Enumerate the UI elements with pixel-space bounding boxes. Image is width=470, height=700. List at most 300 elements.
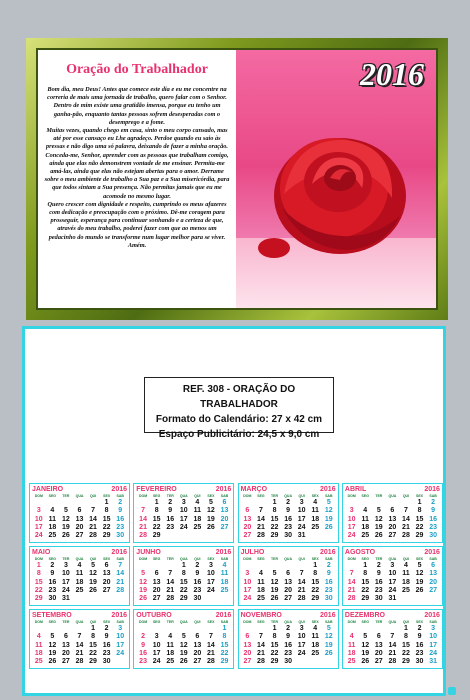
- day-cell: 3: [245, 570, 250, 578]
- day-cell: 7: [258, 507, 263, 515]
- day-cell: 1: [154, 499, 159, 506]
- day-cell: 7: [258, 633, 263, 641]
- day-grid: [136, 499, 231, 540]
- day-cell: 9: [50, 570, 55, 578]
- day-cell: 20: [220, 515, 229, 523]
- day-grid: [241, 499, 336, 540]
- day-cell: 1: [272, 499, 277, 506]
- weekday-label: SAB: [429, 557, 437, 561]
- month-name: JULHO: [240, 549, 265, 556]
- day-cell: 4: [349, 633, 354, 641]
- day-cell: 26: [415, 586, 424, 594]
- day-cell: 16: [139, 649, 147, 657]
- weekday-label: QUA: [179, 557, 188, 561]
- day-cell: 11: [361, 515, 369, 523]
- day-cell: 2: [141, 633, 146, 641]
- day-cell: [254, 499, 268, 507]
- day-cell: 12: [270, 578, 279, 586]
- day-cell: [136, 499, 150, 507]
- day-cell: 8: [272, 507, 277, 515]
- day-cell: 16: [324, 578, 333, 586]
- day-cell: 24: [297, 523, 306, 531]
- day-cell: 9: [417, 633, 422, 641]
- day-cell: 8: [91, 633, 96, 641]
- day-cell: 19: [89, 578, 97, 586]
- day-cell: 11: [220, 570, 229, 578]
- day-cell: 6: [63, 633, 68, 641]
- day-cell: 22: [179, 586, 188, 594]
- day-cell: 23: [374, 586, 383, 594]
- day-cell: [136, 625, 150, 633]
- day-cell: [113, 595, 127, 603]
- day-cell: 28: [257, 658, 265, 666]
- day-cell: 17: [347, 523, 356, 531]
- day-cell: 22: [270, 523, 279, 531]
- weekday-label: QUA: [388, 557, 397, 561]
- day-cell: 18: [361, 523, 370, 531]
- day-cell: [150, 562, 164, 570]
- day-cell: 20: [374, 649, 383, 657]
- day-cell: 7: [91, 507, 96, 515]
- day-cell: 15: [89, 641, 97, 649]
- day-cell: 17: [297, 641, 306, 649]
- day-cell: 19: [139, 586, 147, 594]
- day-cell: 29: [220, 658, 229, 666]
- day-cell: 2: [50, 562, 55, 569]
- month-year: 2016: [424, 549, 440, 556]
- day-cell: 18: [48, 523, 57, 531]
- day-cell: 16: [166, 515, 175, 523]
- weekday-label: QUI: [298, 557, 305, 561]
- day-cell: [163, 562, 177, 570]
- day-cell: 9: [286, 633, 291, 641]
- day-cell: 18: [34, 649, 43, 657]
- day-cell: 27: [193, 658, 202, 666]
- day-cell: 26: [179, 658, 188, 666]
- month-name: OUTUBRO: [136, 612, 172, 619]
- day-cell: 13: [75, 515, 84, 523]
- day-cell: 3: [299, 625, 304, 632]
- day-cell: 26: [62, 532, 70, 540]
- day-cell: 26: [374, 532, 383, 540]
- day-cell: 20: [152, 586, 161, 594]
- month-3: [342, 483, 443, 543]
- day-cell: 25: [34, 658, 43, 666]
- day-cell: 9: [376, 570, 381, 578]
- day-cell: [204, 625, 218, 633]
- day-cell: 4: [313, 499, 318, 506]
- month-10: [238, 609, 339, 669]
- day-cell: 14: [388, 641, 397, 649]
- weekday-label: QUI: [402, 557, 410, 561]
- day-cell: 17: [297, 515, 306, 523]
- day-cell: 13: [193, 641, 202, 649]
- day-cell: 11: [48, 515, 57, 523]
- weekday-label: TER: [375, 557, 383, 561]
- day-cell: 8: [222, 633, 227, 641]
- day-cell: 29: [270, 532, 279, 540]
- day-cell: 19: [415, 578, 424, 586]
- day-cell: 13: [220, 507, 229, 515]
- day-cell: 12: [139, 578, 147, 586]
- day-cell: 21: [297, 586, 306, 594]
- day-cell: 27: [243, 532, 252, 540]
- month-year: 2016: [215, 486, 232, 493]
- day-cell: 29: [179, 595, 188, 603]
- day-cell: 1: [91, 625, 96, 632]
- prayer-panel: [38, 50, 236, 308]
- day-cell: [46, 499, 60, 507]
- frame-content: [36, 48, 438, 310]
- day-cell: 2: [326, 562, 331, 569]
- day-cell: 12: [361, 641, 370, 649]
- day-cell: [295, 562, 309, 570]
- month-header: [32, 485, 127, 494]
- weekday-label: DOM: [34, 620, 43, 624]
- day-cell: [241, 625, 255, 633]
- day-cell: 21: [139, 523, 147, 531]
- day-cell: 30: [284, 532, 292, 540]
- day-cell: 13: [102, 570, 111, 578]
- day-cell: [372, 499, 386, 507]
- weekday-label: SEX: [207, 620, 215, 624]
- day-cell: 19: [324, 641, 333, 649]
- day-cell: 14: [297, 578, 306, 586]
- day-cell: 25: [347, 658, 356, 666]
- day-cell: 4: [77, 562, 82, 569]
- day-cell: 22: [402, 649, 410, 657]
- day-cell: 4: [258, 570, 263, 578]
- weekday-label: QUA: [388, 494, 397, 498]
- day-cell: 1: [104, 499, 109, 506]
- day-cell: 14: [166, 578, 175, 586]
- day-cell: 29: [402, 658, 410, 666]
- day-cell: 20: [429, 578, 437, 586]
- month-header: [241, 611, 336, 620]
- month-header: [345, 611, 440, 620]
- month-year: 2016: [215, 612, 232, 619]
- day-cell: [204, 595, 218, 603]
- weekday-label: QUA: [284, 557, 292, 561]
- weekday-label: SEG: [152, 557, 161, 561]
- day-cell: 28: [257, 532, 265, 540]
- month-name: AGOSTO: [344, 549, 376, 556]
- day-cell: 18: [193, 515, 202, 523]
- day-cell: 3: [208, 562, 213, 569]
- day-cell: 27: [102, 586, 111, 594]
- day-cell: [73, 595, 87, 603]
- day-cell: 27: [243, 658, 252, 666]
- month-name: ABRIL: [344, 486, 367, 493]
- day-cell: 27: [374, 658, 383, 666]
- day-grid: [136, 562, 231, 603]
- day-cell: 1: [417, 499, 422, 506]
- day-cell: [241, 499, 255, 507]
- day-cell: [218, 532, 232, 540]
- weekday-label: SAB: [116, 557, 124, 561]
- day-cell: 18: [347, 649, 356, 657]
- day-cell: 31: [297, 532, 306, 540]
- day-cell: 13: [62, 641, 70, 649]
- weekday-label: TER: [62, 557, 70, 561]
- day-cell: 27: [220, 523, 229, 531]
- day-cell: 2: [286, 499, 291, 506]
- day-cell: 24: [207, 586, 215, 594]
- day-cell: 23: [415, 649, 424, 657]
- month-5: [133, 546, 234, 606]
- day-cell: 17: [243, 586, 252, 594]
- day-cell: 24: [62, 586, 70, 594]
- day-cell: 5: [376, 507, 381, 515]
- day-cell: 10: [429, 633, 437, 641]
- day-cell: 23: [284, 523, 292, 531]
- day-cell: 8: [417, 507, 422, 515]
- day-cell: 8: [104, 507, 109, 515]
- day-cell: 5: [63, 507, 68, 515]
- day-cell: 31: [429, 658, 437, 666]
- day-cell: 5: [91, 562, 96, 569]
- day-cell: [358, 499, 372, 507]
- month-year: 2016: [320, 486, 336, 493]
- day-cell: 23: [193, 586, 202, 594]
- day-cell: 12: [89, 570, 97, 578]
- day-cell: 9: [104, 633, 109, 641]
- month-7: [342, 546, 443, 606]
- day-cell: [322, 658, 336, 666]
- day-cell: 29: [89, 658, 97, 666]
- day-cell: 10: [116, 633, 125, 641]
- day-cell: [426, 595, 440, 603]
- day-cell: 20: [243, 649, 252, 657]
- day-cell: 8: [363, 570, 368, 578]
- day-cell: 27: [152, 595, 161, 603]
- day-cell: 6: [286, 570, 291, 578]
- day-cell: 1: [272, 625, 277, 632]
- day-cell: 17: [179, 515, 188, 523]
- month-name: MAIO: [32, 549, 51, 556]
- rose-image: [254, 98, 414, 258]
- weekday-label: QUI: [89, 494, 97, 498]
- weekday-label: SEX: [311, 557, 319, 561]
- weekday-label: SEG: [361, 557, 369, 561]
- day-cell: 30: [374, 595, 383, 603]
- day-cell: 21: [257, 649, 265, 657]
- day-cell: 27: [388, 532, 397, 540]
- weekday-label: SEG: [152, 494, 161, 498]
- month-name: MARÇO: [240, 486, 268, 493]
- day-cell: [46, 625, 60, 633]
- weekday-label: SAB: [220, 557, 229, 561]
- day-cell: 12: [324, 633, 333, 641]
- day-cell: 20: [388, 523, 397, 531]
- day-cell: 29: [415, 532, 424, 540]
- day-cell: 29: [311, 595, 320, 603]
- calendar-panel: [22, 326, 446, 696]
- day-cell: 1: [404, 625, 408, 632]
- day-cell: [308, 532, 322, 540]
- day-cell: 4: [168, 633, 173, 641]
- day-cell: 3: [181, 499, 186, 506]
- day-cell: 9: [326, 570, 331, 578]
- day-cell: 19: [207, 515, 215, 523]
- day-cell: 4: [50, 507, 55, 515]
- day-cell: 15: [102, 515, 111, 523]
- day-grid: [241, 562, 336, 603]
- day-cell: 13: [429, 570, 437, 578]
- day-cell: 18: [311, 515, 320, 523]
- month-header: [136, 548, 231, 557]
- picture-frame: [26, 38, 448, 320]
- day-cell: 7: [208, 633, 213, 641]
- month-year: 2016: [320, 612, 336, 619]
- weekday-label: SEG: [361, 620, 369, 624]
- day-cell: 29: [361, 595, 370, 603]
- day-cell: 13: [243, 641, 252, 649]
- month-name: JUNHO: [136, 549, 161, 556]
- day-cell: 4: [313, 625, 318, 632]
- weekday-label: SAB: [116, 620, 124, 624]
- day-cell: 22: [220, 649, 229, 657]
- weekday-label: SEX: [207, 494, 215, 498]
- day-cell: 27: [62, 658, 70, 666]
- weekday-label: QUA: [284, 620, 292, 624]
- day-cell: 26: [324, 649, 333, 657]
- rose-photo: [236, 50, 436, 308]
- day-cell: 10: [34, 515, 43, 523]
- month-year: 2016: [215, 549, 232, 556]
- month-6: [238, 546, 339, 606]
- day-cell: 7: [118, 562, 123, 569]
- day-grid: [345, 625, 440, 666]
- day-cell: 19: [179, 649, 188, 657]
- day-cell: 16: [284, 641, 292, 649]
- day-cell: 18: [402, 578, 410, 586]
- day-cell: 3: [118, 625, 123, 632]
- day-cell: 19: [361, 649, 370, 657]
- day-cell: 12: [179, 641, 188, 649]
- weekday-label: DOM: [34, 557, 43, 561]
- day-cell: 15: [361, 578, 370, 586]
- day-cell: 7: [390, 633, 395, 641]
- day-cell: [399, 595, 413, 603]
- day-cell: 1: [181, 562, 186, 569]
- day-cell: 25: [361, 532, 370, 540]
- day-cell: 10: [207, 570, 215, 578]
- day-cell: 15: [415, 515, 424, 523]
- weekday-label: QUI: [89, 620, 97, 624]
- day-cell: 4: [222, 562, 227, 569]
- month-year: 2016: [424, 486, 440, 493]
- day-cell: 21: [207, 649, 215, 657]
- day-cell: 25: [311, 649, 320, 657]
- day-cell: 18: [166, 649, 175, 657]
- day-cell: 2: [195, 562, 200, 569]
- weekday-label: QUA: [75, 557, 84, 561]
- day-cell: [386, 625, 400, 633]
- day-cell: 3: [390, 562, 395, 569]
- day-cell: 17: [34, 523, 43, 531]
- day-cell: 14: [347, 578, 356, 586]
- day-cell: 28: [75, 658, 84, 666]
- day-cell: 2: [431, 499, 436, 506]
- day-cell: 6: [222, 499, 227, 506]
- day-cell: 11: [166, 641, 174, 649]
- day-cell: [345, 499, 359, 507]
- day-cell: 21: [89, 523, 97, 531]
- day-grid: [241, 625, 336, 666]
- day-cell: 17: [116, 641, 125, 649]
- day-cell: 9: [431, 507, 436, 515]
- day-cell: 3: [36, 507, 41, 515]
- weekday-label: TER: [166, 620, 174, 624]
- day-cell: [345, 562, 359, 570]
- day-cell: 21: [116, 578, 125, 586]
- day-cell: 22: [34, 586, 43, 594]
- weekday-label: DOM: [243, 494, 252, 498]
- day-cell: [295, 658, 309, 666]
- day-cell: 8: [36, 570, 41, 578]
- day-cell: 21: [257, 523, 265, 531]
- day-cell: 2: [376, 562, 381, 569]
- day-cell: 15: [270, 641, 279, 649]
- day-cell: 17: [207, 578, 215, 586]
- day-cell: 14: [116, 570, 125, 578]
- weekday-label: SEG: [257, 557, 265, 561]
- day-cell: [163, 532, 177, 540]
- day-cell: 28: [297, 595, 306, 603]
- day-cell: 26: [324, 523, 333, 531]
- day-cell: 31: [388, 595, 397, 603]
- day-cell: 5: [181, 633, 186, 641]
- day-cell: 8: [181, 570, 186, 578]
- ref-ad-space: Espaço Publicitário: 24,5 x 9,0 cm: [158, 429, 320, 440]
- weekday-label: SEX: [103, 494, 111, 498]
- day-cell: 26: [48, 658, 57, 666]
- day-cell: [345, 625, 359, 633]
- day-cell: 6: [154, 570, 159, 578]
- day-cell: 10: [152, 641, 161, 649]
- day-cell: [177, 532, 191, 540]
- day-cell: 26: [207, 523, 215, 531]
- weekday-label: DOM: [34, 494, 43, 498]
- day-cell: 11: [311, 507, 319, 515]
- day-cell: 28: [402, 532, 410, 540]
- day-cell: 19: [62, 523, 70, 531]
- month-year: 2016: [111, 612, 127, 619]
- day-cell: 23: [324, 586, 333, 594]
- day-cell: 30: [102, 658, 111, 666]
- day-cell: 19: [374, 523, 383, 531]
- month-header: [345, 548, 440, 557]
- month-header: [241, 548, 336, 557]
- day-cell: 29: [102, 532, 111, 540]
- day-cell: 18: [75, 578, 84, 586]
- day-cell: 7: [141, 507, 146, 515]
- day-cell: [218, 595, 232, 603]
- weekday-label: TER: [166, 494, 174, 498]
- day-cell: [399, 499, 413, 507]
- weekday-label: DOM: [138, 557, 148, 561]
- day-cell: 29: [152, 532, 161, 540]
- day-cell: 5: [141, 570, 146, 578]
- month-header: [32, 548, 127, 557]
- day-cell: 25: [311, 523, 320, 531]
- weekday-label: QUI: [194, 620, 201, 624]
- day-cell: 8: [272, 633, 277, 641]
- month-name: SETEMBRO: [32, 612, 72, 619]
- day-cell: 9: [118, 507, 123, 515]
- day-cell: 5: [417, 562, 422, 569]
